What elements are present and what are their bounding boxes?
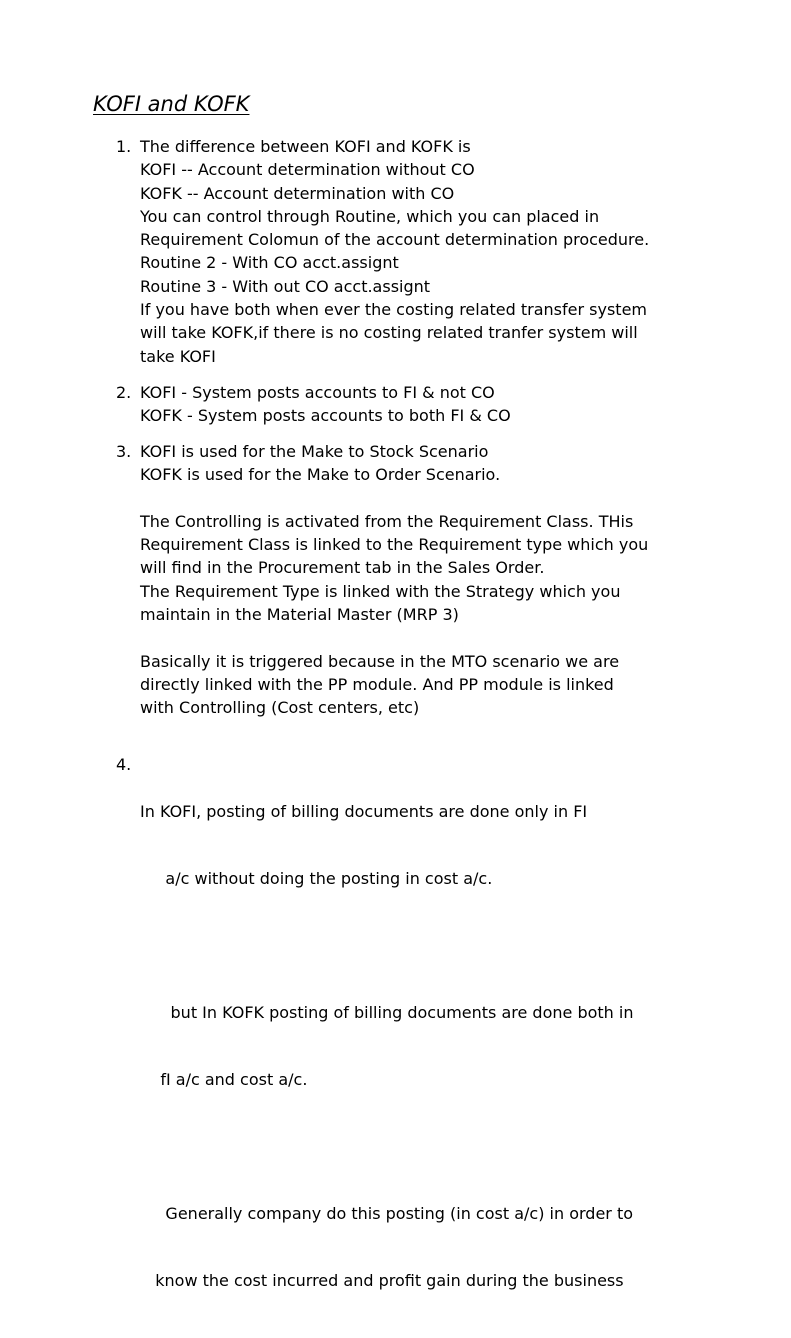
text-line: In KOFI, posting of billing documents are done only in FI [140, 801, 588, 821]
blank-line [140, 936, 740, 957]
text-line: directly linked with the PP module. And PP module is linked [140, 674, 614, 694]
text-line: KOFI is used for the Make to Stock Scenario [140, 442, 489, 461]
text-line: Requirement Class is linked to the Requirement type which you [140, 535, 649, 555]
text-line: The Requirement Type is linked with the Strategy which you [140, 581, 621, 601]
text-line: The Controlling is activated from the Requirement Class. THis [140, 511, 634, 531]
text-line: with Controlling (Cost centers, etc) [140, 698, 420, 718]
text-line: KOFK - System posts accounts to both FI & CO [140, 406, 511, 426]
text-line: The difference between KOFI and KOFK is [140, 137, 471, 156]
list-item-body [140, 381, 740, 428]
text-line: KOFI -- Account determination without CO [140, 160, 475, 180]
text-line: but In KOFK posting of billing documents are done both in [140, 1002, 634, 1022]
text-line: maintain in the Material Master (MRP 3) [140, 605, 459, 625]
blank-line [140, 1137, 740, 1158]
text-line: take KOFI [140, 346, 216, 366]
text-line: If you have both when ever the costing related transfer system [140, 300, 647, 320]
blank-line [140, 487, 740, 510]
blank-line [140, 626, 740, 649]
list-item-body [140, 440, 740, 720]
text-line: know the cost incurred and profit gain during the business [140, 1271, 624, 1291]
text-line: Routine 2 - With CO acct.assignt [140, 253, 399, 273]
text-line: fI a/c and cost a/c. [140, 1069, 308, 1089]
text-line: KOFI - System posts accounts to FI & not CO [140, 383, 495, 402]
list-item-number: 4. [116, 755, 132, 774]
list-item-body [140, 755, 740, 1338]
text-line: KOFK is used for the Make to Order Scenario. [140, 465, 501, 485]
text-line: You can control through Routine, which you can placed in [140, 206, 600, 226]
text-line: Routine 3 - With out CO acct.assignt [140, 276, 431, 296]
text-line: Generally company do this posting (in cost a/c) in order to [140, 1204, 634, 1224]
text-line: will take KOFK,if there is no costing related tranfer system will [140, 323, 638, 343]
list-item-number: 3. [116, 442, 132, 461]
list-item-number: 2. [116, 383, 132, 402]
list-item-number: 1. [116, 137, 132, 156]
text-line: Basically it is triggered because in the MTO scenario we are [140, 651, 620, 671]
text-line: Requirement Colomun of the account determination procedure. [140, 230, 650, 250]
text-line: KOFK -- Account determination with CO [140, 183, 455, 203]
document-title: KOFI and KOFK [93, 92, 250, 116]
text-line: a/c without doing the posting in cost a/c. [140, 868, 493, 888]
text-line: will find in the Procurement tab in the Sales Order. [140, 558, 545, 578]
list-item-body [140, 135, 740, 368]
